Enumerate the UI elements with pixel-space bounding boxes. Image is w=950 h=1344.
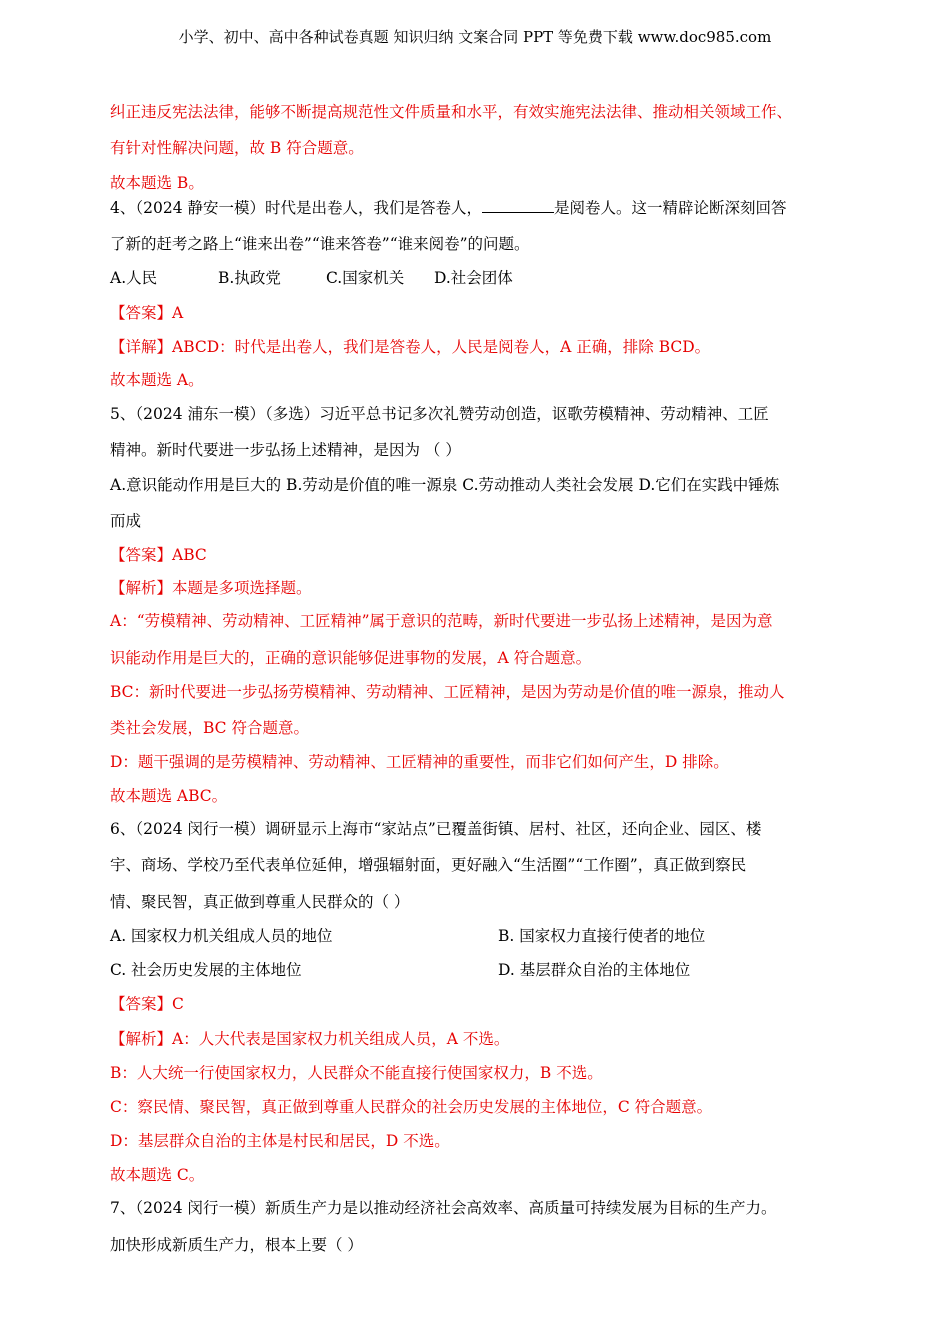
- q4-stem-part-b: 是阅卷人。这一精辟论断深刻回答: [554, 199, 787, 217]
- q6-analysis-a: 【解析】A：人大代表是国家权力机关组成人员，A 不选。: [110, 1030, 510, 1048]
- prev-conclusion: 故本题选 B。: [110, 174, 204, 192]
- q5-analysis-bc-line-1: BC：新时代要进一步弘扬劳模精神、劳动精神、工匠精神，是因为劳动是价值的唯一源泉，推动人: [110, 683, 785, 701]
- q4-blank: [482, 198, 554, 213]
- q4-option-b: B.执政党: [218, 269, 281, 287]
- q5-analysis-head: 【解析】本题是多项选择题。: [110, 579, 312, 597]
- q5-analysis-bc-line-2: 类社会发展，BC 符合题意。: [110, 719, 309, 737]
- q4-stem-line-2: 了新的赶考之路上“谁来出卷”“谁来答卷”“谁来阅卷”的问题。: [110, 235, 530, 253]
- q5-analysis-d: D：题干强调的是劳模精神、劳动精神、工匠精神的重要性，而非它们如何产生，D 排除。: [110, 753, 729, 771]
- q4-option-a: A.人民: [110, 269, 158, 287]
- q4-options: [110, 268, 850, 288]
- q4-stem-line-1: [110, 198, 850, 218]
- q4-detail: 【详解】ABCD：时代是出卷人，我们是答卷人，人民是阅卷人，A 正确，排除 BCD。: [110, 338, 711, 356]
- q6-option-d: D. 基层群众自治的主体地位: [498, 961, 691, 979]
- q6-stem-line-2: 宇、商场、学校乃至代表单位延伸，增强辐射面，更好融入“生活圈”“工作圈”，真正做到察民: [110, 856, 747, 874]
- q5-options-line-2: 而成: [110, 512, 142, 530]
- q4-conclusion: 故本题选 A。: [110, 371, 204, 389]
- q7-stem-line-1: 7、（2024 闵行一模）新质生产力是以推动经济社会高效率、高质量可持续发展为目标的生产力。: [110, 1199, 777, 1217]
- q6-stem-line-1: 6、（2024 闵行一模）调研显示上海市“家站点”已覆盖街镇、居村、社区，还向企业、园区、楼: [110, 820, 762, 838]
- q6-stem-line-3: 情、聚民智，真正做到尊重人民群众的（ ）: [110, 893, 410, 911]
- q6-analysis-d: D：基层群众自治的主体是村民和居民，D 不选。: [110, 1132, 450, 1150]
- q6-option-c: C. 社会历史发展的主体地位: [110, 961, 302, 979]
- q5-stem-line-2: 精神。新时代要进一步弘扬上述精神，是因为 （ ）: [110, 441, 461, 459]
- prev-analysis-line-2: 有针对性解决问题，故 B 符合题意。: [110, 139, 364, 157]
- q5-analysis-a-line-1: A：“劳模精神、劳动精神、工匠精神”属于意识的范畴，新时代要进一步弘扬上述精神，是因为意: [110, 612, 773, 630]
- q5-conclusion: 故本题选 ABC。: [110, 787, 228, 805]
- q4-stem-part-a: 4、（2024 静安一模）时代是出卷人，我们是答卷人，: [110, 199, 482, 217]
- q6-conclusion: 故本题选 C。: [110, 1166, 205, 1184]
- q4-option-d: D.社会团体: [434, 269, 513, 287]
- q6-options-row-2: [110, 960, 850, 980]
- q6-analysis-b: B：人大统一行使国家权力，人民群众不能直接行使国家权力，B 不选。: [110, 1064, 603, 1082]
- q6-option-b: B. 国家权力直接行使者的地位: [498, 927, 706, 945]
- prev-analysis-line-1: 纠正违反宪法法律，能够不断提高规范性文件质量和水平，有效实施宪法法律、推动相关领域工作、: [110, 103, 793, 121]
- q5-answer: 【答案】ABC: [110, 546, 207, 564]
- q6-option-a: A. 国家权力机关组成人员的地位: [110, 927, 333, 945]
- q4-answer: 【答案】A: [110, 304, 184, 322]
- q6-answer: 【答案】C: [110, 995, 184, 1013]
- q7-stem-line-2: 加快形成新质生产力，根本上要（ ）: [110, 1236, 363, 1254]
- q4-option-c: C.国家机关: [326, 269, 405, 287]
- q5-analysis-a-line-2: 识能动作用是巨大的，正确的意识能够促进事物的发展，A 符合题意。: [110, 649, 592, 667]
- q6-analysis-c: C：察民情、聚民智，真正做到尊重人民群众的社会历史发展的主体地位，C 符合题意。: [110, 1098, 713, 1116]
- page-header: 小学、初中、高中各种试卷真题 知识归纳 文案合同 PPT 等免费下载 www.doc985.com: [178, 28, 772, 46]
- q5-stem-line-1: 5、（2024 浦东一模）（多选）习近平总书记多次礼赞劳动创造，讴歌劳模精神、劳动精神、工匠: [110, 405, 769, 423]
- q5-options-line-1: A.意识能动作用是巨大的 B.劳动是价值的唯一源泉 C.劳动推动人类社会发展 D.它们在实践中锤炼: [110, 476, 780, 494]
- q6-options-row-1: [110, 926, 850, 946]
